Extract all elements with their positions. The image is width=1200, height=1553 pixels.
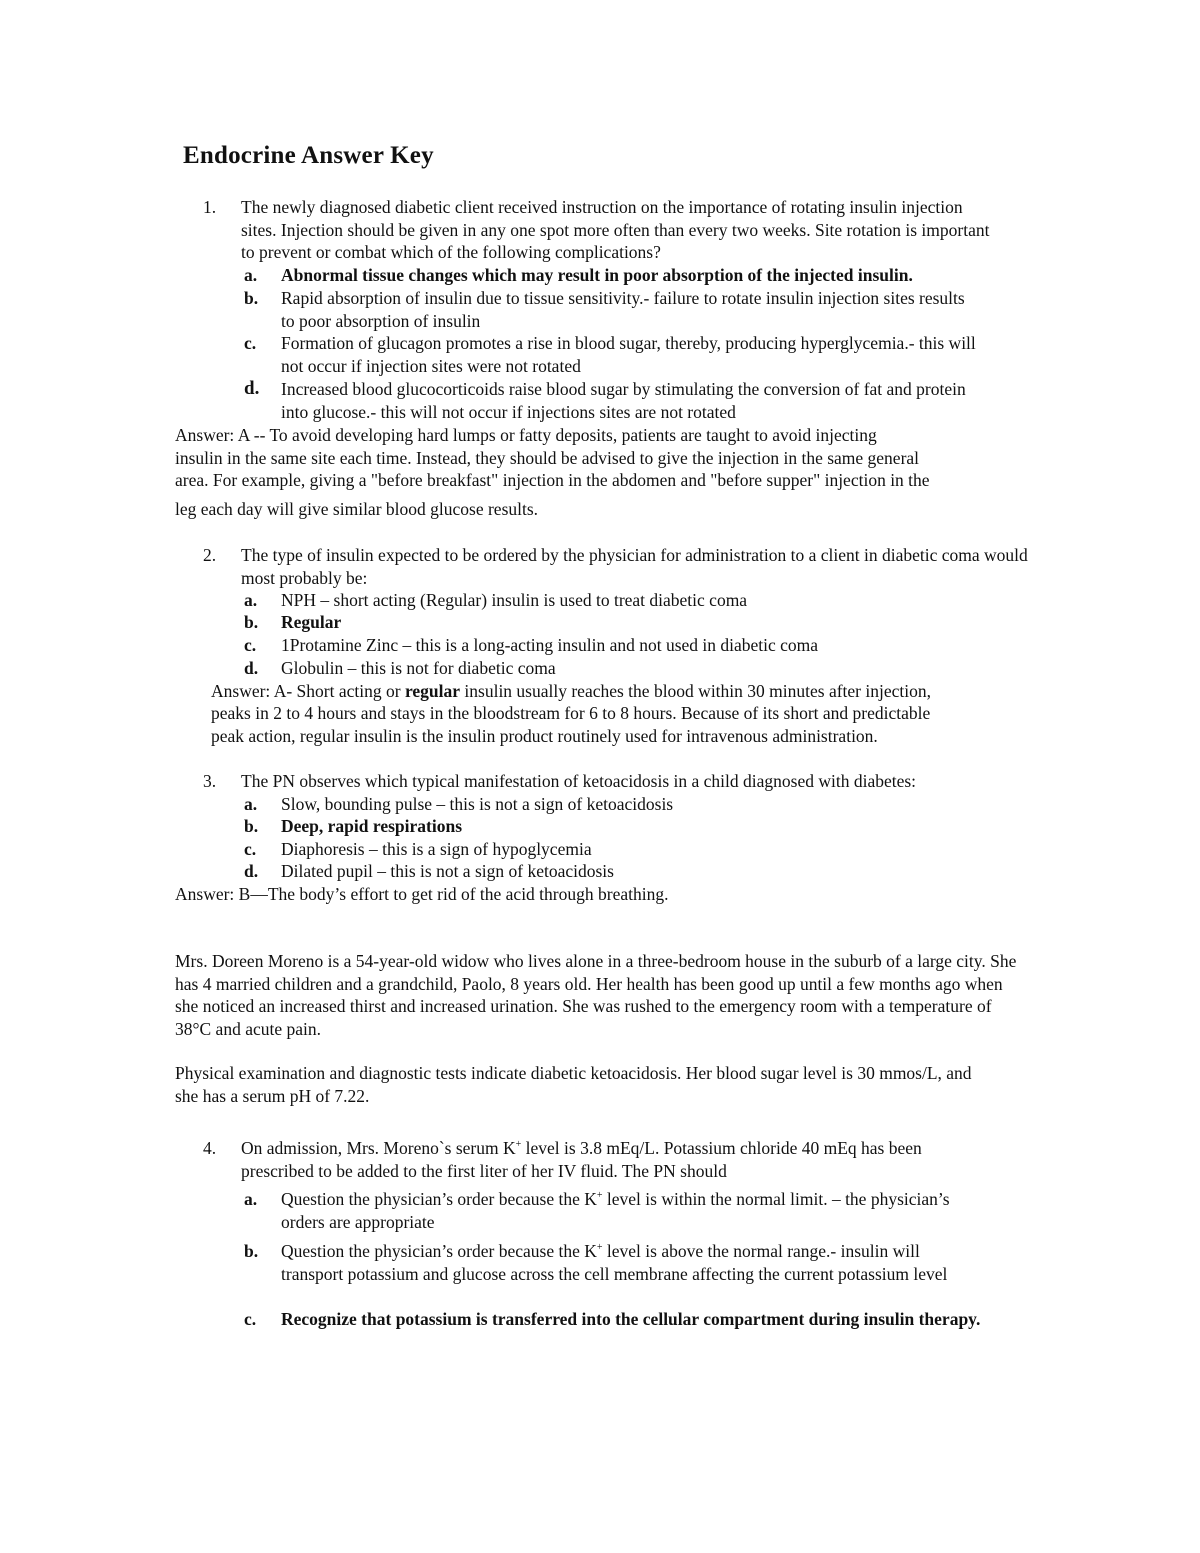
option-letter: d. — [244, 861, 259, 881]
q1-answer-line-2: insulin in the same site each time. Instead, they should be advised to give the injection in the same general — [175, 448, 920, 468]
option-text: Dilated pupil – this is not a sign of ketoacidosis — [281, 861, 614, 881]
option-letter: c. — [244, 635, 257, 655]
q2-answer-post: insulin usually reaches the blood within 30 minutes after injection, — [460, 681, 931, 701]
option-text: Diaphoresis – this is a sign of hypoglycemia — [281, 839, 592, 859]
option-text: Regular — [281, 612, 342, 632]
q4-b-post: level is above the normal range.- insulin will transport potassium and glucose across the cell membrane affecting the current potassium level — [281, 1241, 948, 1284]
option-text: Abnormal tissue changes which may result in poor absorption of the injected insulin. — [281, 265, 913, 285]
question-text — [241, 1137, 981, 1182]
question-number: 2. — [203, 545, 217, 565]
option-letter: d. — [244, 378, 260, 399]
q1-answer-line-4: leg each day will give similar blood glucose results. — [175, 499, 539, 519]
option-letter: c. — [244, 1309, 257, 1329]
option-text: Globulin – this is not for diabetic coma — [281, 658, 556, 678]
question-text: The PN observes which typical manifestation of ketoacidosis in a child diagnosed with diabetes: — [241, 771, 917, 791]
option-text: Deep, rapid respirations — [281, 816, 462, 836]
option-letter: c. — [244, 839, 257, 859]
option-text: Formation of glucagon promotes a rise in blood sugar, thereby, producing hyperglycemia.- this will not occur if injection sites were not rotated — [281, 333, 976, 376]
superscript-plus: + — [596, 1242, 603, 1254]
superscript-plus: + — [515, 1139, 522, 1151]
q1-answer-line-1: Answer: A -- To avoid developing hard lumps or fatty deposits, patients are taught to avoid injecting — [175, 425, 877, 445]
option-text: Increased blood glucocorticoids raise blood sugar by stimulating the conversion of fat and protein into glucose.- this will not occur if injections sites are not rotated — [281, 379, 966, 422]
option-letter: a. — [244, 590, 258, 610]
q4-a-pre: Question the physician’s order because the K — [281, 1189, 597, 1209]
superscript-plus: + — [596, 1190, 603, 1202]
q2-answer-line-1 — [211, 680, 931, 703]
option-letter: b. — [244, 288, 259, 308]
option-text: Recognize that potassium is transferred into the cellular compartment during insulin therapy. — [281, 1309, 981, 1329]
option-letter: b. — [244, 1241, 259, 1261]
option-text — [281, 1240, 971, 1285]
q4-text-post: level is 3.8 mEq/L. Potassium chloride 40 mEq has been prescribed to be added to the first liter of her IV fluid. The PN should — [241, 1138, 922, 1181]
q4-a-post: level is within the normal limit. – the physician’s orders are appropriate — [281, 1189, 950, 1232]
option-text: Slow, bounding pulse – this is not a sign of ketoacidosis — [281, 794, 674, 814]
page-title: Endocrine Answer Key — [183, 142, 434, 169]
option-letter: a. — [244, 794, 258, 814]
option-letter: b. — [244, 816, 259, 836]
question-text: The newly diagnosed diabetic client received instruction on the importance of rotating insulin injection sites. Injection should be given in any one spot more often than every two weeks. Site rotation is important to prevent or combat which of the following complications? — [241, 197, 990, 263]
option-text: 1Protamine Zinc – this is a long-acting insulin and not used in diabetic coma — [281, 635, 819, 655]
option-text — [281, 1188, 961, 1233]
question-number: 3. — [203, 771, 217, 791]
option-letter: b. — [244, 612, 259, 632]
option-letter: a. — [244, 265, 258, 285]
q1-answer-line-3: area. For example, giving a "before breakfast" injection in the abdomen and "before supper" injection in the — [175, 470, 930, 490]
q2-answer-bold: regular — [404, 681, 461, 701]
question-text: The type of insulin expected to be ordered by the physician for administration to a client in diabetic coma would most probably be: — [241, 545, 1028, 588]
q2-answer-line-3: peak action, regular insulin is the insulin product routinely used for intravenous administration. — [211, 726, 878, 746]
q2-answer-line-2: peaks in 2 to 4 hours and stays in the bloodstream for 6 to 8 hours. Because of its short and predictable — [211, 703, 931, 723]
option-letter: d. — [244, 658, 259, 678]
q4-text-pre: On admission, Mrs. Moreno`s serum K — [241, 1138, 516, 1158]
option-letter: a. — [244, 1189, 258, 1209]
q2-answer-pre: Answer: A- Short acting or — [211, 681, 405, 701]
question-number: 1. — [203, 197, 217, 217]
q3-answer: Answer: B—The body’s effort to get rid of the acid through breathing. — [175, 884, 669, 904]
case-paragraph-2: Physical examination and diagnostic tests indicate diabetic ketoacidosis. Her blood sugar level is 30 mmos/L, and she has a serum pH of 7.22. — [175, 1063, 972, 1106]
option-text: NPH – short acting (Regular) insulin is used to treat diabetic coma — [281, 590, 748, 610]
option-text: Rapid absorption of insulin due to tissue sensitivity.- failure to rotate insulin injection sites results to poor absorption of insulin — [281, 288, 965, 331]
question-number: 4. — [203, 1138, 217, 1158]
option-letter: c. — [244, 333, 257, 353]
q4-b-pre: Question the physician’s order because the K — [281, 1241, 597, 1261]
case-paragraph-1: Mrs. Doreen Moreno is a 54-year-old widow who lives alone in a three-bedroom house in the suburb of a large city. She has 4 married children and a grandchild, Paolo, 8 years old. Her health has been good up until a few months ago when she noticed an increased thirst and increased urination. She was rushed to the emergency room with a temperature of 38°C and acute pain. — [175, 951, 1017, 1039]
